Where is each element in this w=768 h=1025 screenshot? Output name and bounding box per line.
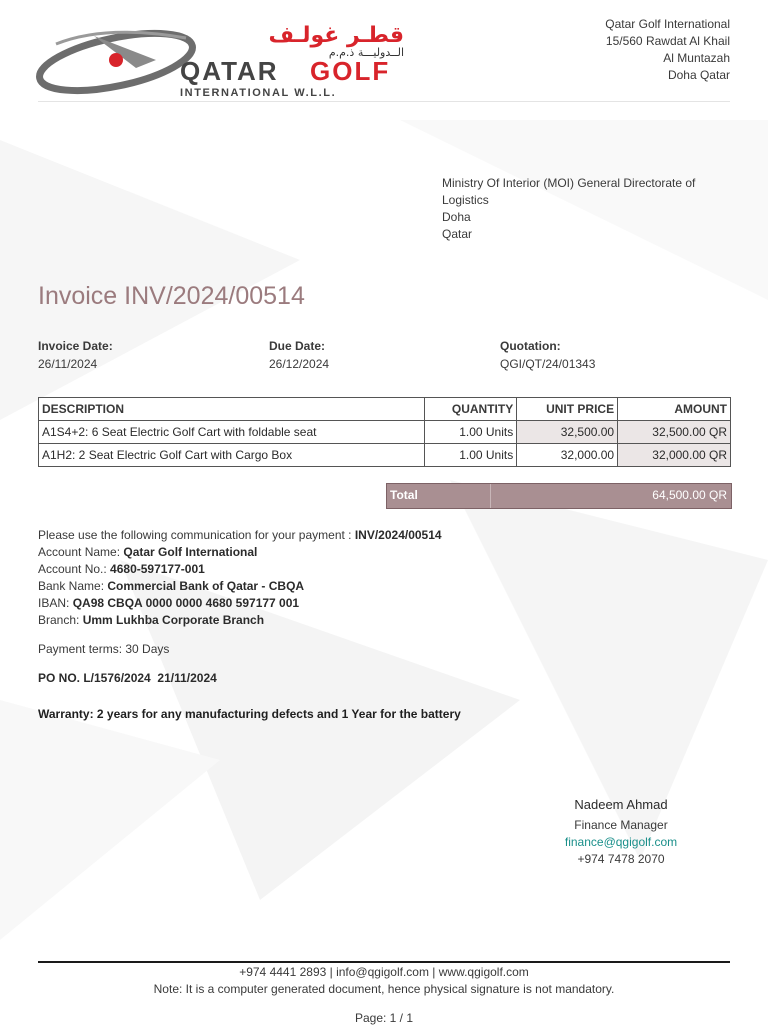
branch-label: Branch: [38,613,83,627]
quotation-label: Quotation: [500,339,561,353]
branch-line [38,612,442,629]
bank-name-value: Commercial Bank of Qatar - CBQA [107,579,305,593]
iban-value: QA98 CBQA 0000 0000 4680 597177 001 [72,596,300,610]
logo-arabic-sub: الــدوليـــة ذ.م.م [328,46,404,59]
table-row [39,421,731,444]
recipient-line: Ministry Of Interior (MOI) General Directorate of Logistics [442,176,696,207]
line-amount: 32,500.00 QR [618,421,731,444]
due-date-label: Due Date: [269,339,326,353]
company-address-line: 15/560 Rawdat Al Khail [605,34,730,48]
logo-arabic: قطـر غولـف [268,23,404,48]
total-value: 64,500.00 QR [652,488,727,502]
col-description-header: DESCRIPTION [39,398,425,421]
account-no-value: 4680-597177-001 [110,562,205,576]
logo-name-qatar: QATAR [180,56,279,86]
account-name-value: Qatar Golf International [123,545,258,559]
logo-subtitle: INTERNATIONAL W.L.L. [180,87,337,99]
recipient-line: Doha [442,210,471,224]
signatory-name: Nadeem Ahmad [574,797,668,812]
line-quantity: 1.00 Units [425,421,517,444]
signatory-title: Finance Manager [574,818,668,832]
account-name-label: Account Name: [38,545,124,559]
col-amount-header: AMOUNT [618,398,731,421]
invoice-date-block [38,337,113,373]
col-quantity-header: QUANTITY [425,398,517,421]
line-description: A1H2: 2 Seat Electric Golf Cart with Cargo Box [39,444,425,467]
company-logo [36,16,408,100]
account-name-line [38,544,442,561]
table-row [39,444,731,467]
iban-line [38,595,442,612]
invoice-title: Invoice INV/2024/00514 [38,282,305,310]
footer-contact: +974 4441 2893 | info@qgigolf.com | www.qgigolf.com [239,965,529,979]
iban-label: IBAN: [38,596,73,610]
total-row [386,483,732,509]
payment-communication-line [38,527,442,544]
due-date-block [269,337,329,373]
bank-name-line [38,578,442,595]
account-no-label: Account No.: [38,562,111,576]
footer [0,964,768,998]
logo-name-golf: GOLF [310,56,391,86]
footer-divider [38,961,730,963]
due-date-value: 26/12/2024 [269,357,330,371]
company-address-line: Qatar Golf International [605,17,730,31]
warranty-note: Warranty: 2 years for any manufacturing defects and 1 Year for the battery [38,707,461,721]
line-quantity: 1.00 Units [425,444,517,467]
footer-note: Note: It is a computer generated document, hence physical signature is not mandatory. [153,982,615,996]
signatory-phone: +974 7478 2070 [577,852,665,866]
page-number: Page: 1 / 1 [354,1011,414,1025]
total-label: Total [390,488,418,502]
line-unit-price: 32,500.00 [517,421,618,444]
payment-communication-text: Please use the following communication for your payment : [38,528,355,542]
col-unit-price-header: UNIT PRICE [517,398,618,421]
quotation-block [500,337,595,373]
company-address-line: Al Muntazah [663,51,730,65]
payment-terms: Payment terms: 30 Days [38,642,170,656]
table-header-row [39,398,731,421]
signatory-email-link[interactable]: finance@qgigolf.com [564,835,678,849]
quotation-value: QGI/QT/24/01343 [500,357,596,371]
company-address-line: Doha Qatar [667,68,730,82]
company-address [605,16,730,84]
invoice-date-label: Invoice Date: [38,339,113,353]
bank-name-label: Bank Name: [38,579,108,593]
branch-value: Umm Lukhba Corporate Branch [82,613,265,627]
line-amount: 32,000.00 QR [618,444,731,467]
line-unit-price: 32,000.00 [517,444,618,467]
payment-instructions [38,527,442,629]
line-description: A1S4+2: 6 Seat Electric Golf Cart with foldable seat [39,421,425,444]
account-no-line [38,561,442,578]
invoice-lines-table [38,397,731,467]
total-divider [490,484,491,508]
recipient-address [442,175,732,243]
invoice-date-value: 26/11/2024 [38,357,98,371]
payment-reference: INV/2024/00514 [354,528,442,542]
po-number: PO NO. L/1576/2024 21/11/2024 [38,671,217,685]
recipient-line: Qatar [442,227,473,241]
header-divider [38,101,730,102]
signatory-block [540,796,702,868]
